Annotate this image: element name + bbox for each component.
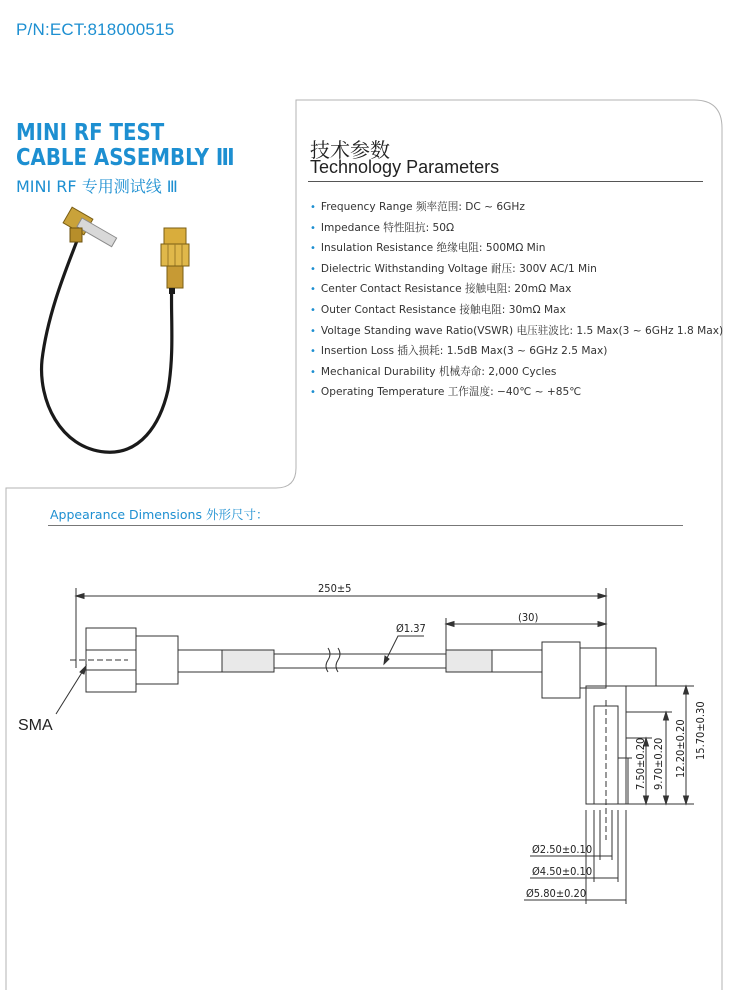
product-title-line2: CABLE ASSEMBLY Ⅲ xyxy=(16,145,235,171)
dim-h3-label: 9.70±0.20 xyxy=(652,737,665,790)
param-item: • Insertion Loss 插入损耗: 1.5dB Max(3 ~ 6GHz 2.5 Max) xyxy=(310,345,608,358)
dim-offset-label: (30) xyxy=(518,611,539,624)
product-title xyxy=(16,121,235,171)
tech-title-cn: 技术参数 xyxy=(310,138,390,162)
appearance-divider xyxy=(48,525,683,526)
dim-diameter-label: Ø1.37 xyxy=(396,622,426,635)
tech-divider xyxy=(308,181,703,182)
param-item: • Dielectric Withstanding Voltage 耐压: 300V AC/1 Min xyxy=(310,262,597,275)
param-item: • Mechanical Durability 机械寿命: 2,000 Cycles xyxy=(310,365,557,378)
product-photo xyxy=(30,200,230,460)
mini-rf-connector xyxy=(63,207,117,246)
parameter-list xyxy=(310,199,723,405)
dim-d2-label: Ø4.50±0.10 xyxy=(532,865,593,878)
sma-label: SMA xyxy=(18,717,53,734)
sma-connector xyxy=(161,228,189,294)
dim-h1-label: 15.70±0.30 xyxy=(694,701,707,760)
param-item: • Insulation Resistance 绝缘电阻: 500MΩ Min xyxy=(310,242,546,255)
param-item: • Voltage Standing wave Ratio(VSWR) 电压驻波比: 1.5 Max(3 ~ 6GHz 1.8 Max) xyxy=(310,324,724,337)
product-title-line1: MINI RF TEST xyxy=(16,120,165,146)
param-item: • Operating Temperature 工作温度: −40℃ ~ +85℃ xyxy=(310,386,582,399)
product-subtitle: MINI RF 专用测试线 Ⅲ xyxy=(16,177,178,196)
dim-d3-label: Ø5.80±0.20 xyxy=(526,887,587,900)
tech-title-en: Technology Parameters xyxy=(310,157,500,177)
part-number: P/N:ECT:818000515 xyxy=(16,20,175,39)
appearance-title: Appearance Dimensions 外形尺寸： xyxy=(50,507,269,522)
param-item: • Frequency Range 频率范围: DC ~ 6GHz xyxy=(310,201,525,213)
dim-h2-label: 12.20±0.20 xyxy=(674,719,687,778)
param-item: • Center Contact Resistance 接触电阻: 20mΩ Max xyxy=(310,283,572,296)
dimension-drawing xyxy=(0,560,730,920)
param-item: • Impedance 特性阻抗: 50Ω xyxy=(310,221,455,234)
dim-d1-label: Ø2.50±0.10 xyxy=(532,843,593,856)
param-item: • Outer Contact Resistance 接触电阻: 30mΩ Max xyxy=(310,303,566,316)
dim-length-label: 250±5 xyxy=(318,582,352,595)
dim-h4-label: 7.50±0.20 xyxy=(634,737,647,790)
